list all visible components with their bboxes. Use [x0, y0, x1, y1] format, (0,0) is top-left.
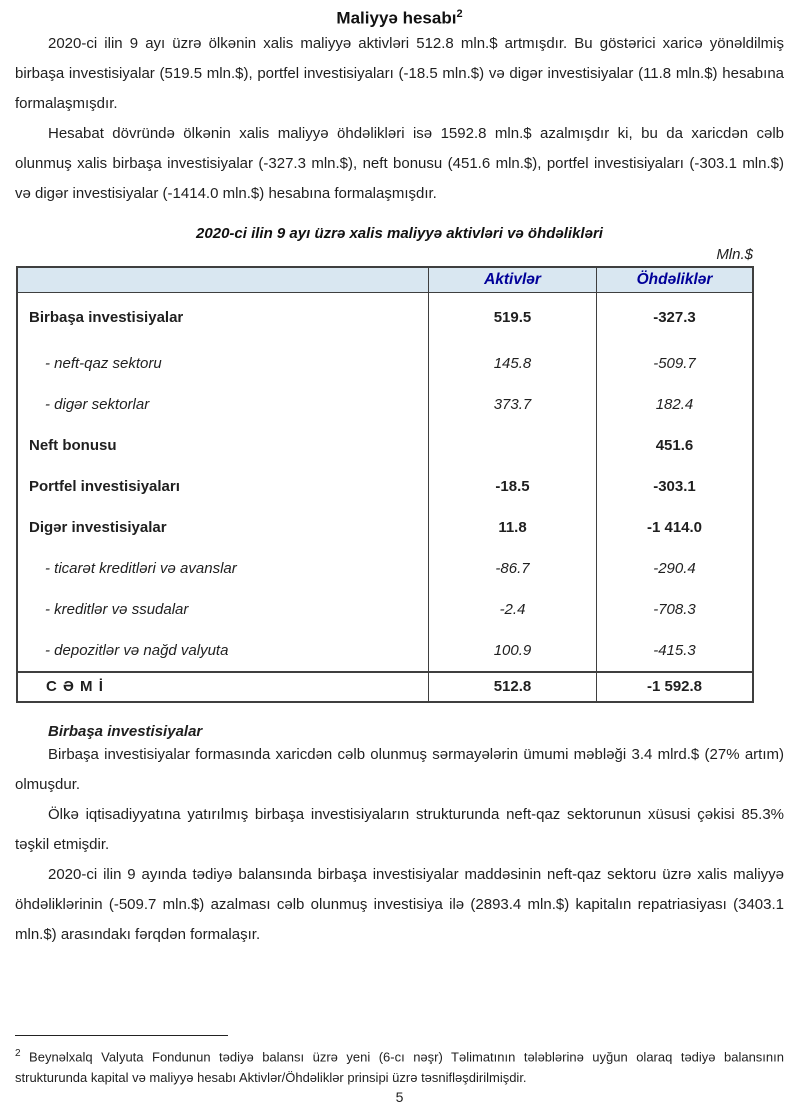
row-label: Portfel investisiyaları: [29, 477, 180, 495]
table-header-empty-cell: [18, 268, 428, 292]
table-row: [18, 589, 752, 630]
row-aktivler-value: -86.7: [428, 548, 596, 589]
row-ohdelikler-value: -303.1: [596, 466, 752, 507]
row-label: - neft-qaz sektoru: [45, 354, 162, 372]
row-label: - kreditlər və ssudalar: [45, 600, 189, 618]
table-row: [18, 466, 752, 507]
table-row: [18, 548, 752, 589]
row-label: Digər investisiyalar: [29, 518, 167, 536]
row-aktivler-value: -2.4: [428, 589, 596, 630]
row-aktivler-value: [428, 425, 596, 466]
intro-paragraph-2: Hesabat dövründə ölkənin xalis maliyyə öhdəlikləri isə 1592.8 mln.$ azalmışdır ki, bu da xaricdən cəlb olunmuş xalis birbaşa investisiyalar (-327.3 mln.$), neft bonusu (451.6 mln.$), portfel investisiyaları (-303.1 mln.$) və digər investisiyalar (-1414.0 mln.$) hesabına formalaşmışdır.: [15, 124, 784, 202]
section-paragraph-2: Ölkə iqtisadiyyatına yatırılmış birbaşa investisiyaların strukturunda neft-qaz sektorunun xüsusi çəkisi 85.3% təşkil etmişdir.: [15, 805, 784, 853]
footnote: [15, 1043, 784, 1088]
finance-table: [16, 266, 754, 703]
table-row: [18, 507, 752, 548]
row-ohdelikler-value: 451.6: [596, 425, 752, 466]
row-ohdelikler-value: -1 414.0: [596, 507, 752, 548]
row-aktivler-value: -18.5: [428, 466, 596, 507]
table-header-aktivler: Aktivlər: [428, 268, 596, 292]
row-label: - ticarət kreditləri və avanslar: [45, 559, 237, 577]
row-label: Neft bonusu: [29, 436, 117, 454]
footnote-separator: [15, 1035, 228, 1036]
row-label: - digər sektorlar: [45, 395, 150, 413]
table-row: [18, 343, 752, 384]
total-label: C Ə M İ: [46, 678, 104, 696]
total-ohdelikler-value: -1 592.8: [596, 673, 752, 701]
row-aktivler-value: 373.7: [428, 384, 596, 425]
row-label: - depozitlər və nağd valyuta: [45, 641, 229, 659]
row-aktivler-value: 145.8: [428, 343, 596, 384]
footnote-marker: 2: [15, 1047, 21, 1059]
table-unit-label: Mln.$: [716, 245, 753, 263]
row-ohdelikler-value: -509.7: [596, 343, 752, 384]
title-footnote-marker: 2: [456, 8, 463, 20]
table-header-ohdelikler: Öhdəliklər: [596, 268, 752, 292]
total-aktivler-value: 512.8: [428, 673, 596, 701]
section-paragraph-3: 2020-ci ilin 9 ayında tədiyə balansında birbaşa investisiyalar maddəsinin neft-qaz sektoru üzrə xalis maliyyə öhdəliklərinin (-509.7 mln.$) azalması cəlb olunmuş investisiya ilə (2893.4 mln.$) kapitalın repatriasiyası (3403.1 mln.$) arasındakı fərqdən formalaşır.: [15, 865, 784, 943]
page-number: 5: [395, 1089, 404, 1105]
row-label: Birbaşa investisiyalar: [29, 309, 184, 327]
table-caption: 2020-ci ilin 9 ayı üzrə xalis maliyyə aktivləri və öhdəlikləri: [196, 224, 603, 242]
intro-paragraph-1: 2020-ci ilin 9 ayı üzrə ölkənin xalis maliyyə aktivləri 512.8 mln.$ artmışdır. Bu göstərici xaricə yönəldilmiş birbaşa investisiyalar (519.5 mln.$), portfel investisiyaları (-18.5 mln.$) və digər investisiyalar (11.8 mln.$) hesabına formalaşmışdır.: [15, 34, 784, 112]
table-header-row: [18, 268, 752, 293]
table-row: [18, 630, 752, 671]
row-ohdelikler-value: -708.3: [596, 589, 752, 630]
page-title-text: Maliyyə hesabı: [336, 8, 457, 28]
row-ohdelikler-value: -327.3: [596, 293, 752, 343]
table-row: [18, 384, 752, 425]
section-paragraph-1: Birbaşa investisiyalar formasında xaricdən cəlb olunmuş sərmayələrin ümumi məbləği 3.4 mlrd.$ (27% artım) olmuşdur.: [15, 745, 784, 793]
table-row: [18, 425, 752, 466]
footnote-text: Beynəlxalq Valyuta Fondunun tədiyə balansı üzrə yeni (6-cı nəşr) Təlimatının tələblərinə uyğun olaraq tədiyə balansının strukturunda kapital və maliyyə hesabı Aktivlər/Öhdəliklər prinsipi üzrə təsnifləşdirilmişdir.: [15, 1049, 784, 1085]
row-aktivler-value: 519.5: [428, 293, 596, 343]
row-aktivler-value: 100.9: [428, 630, 596, 671]
row-aktivler-value: 11.8: [428, 507, 596, 548]
page-title: [15, 8, 784, 29]
footnote-area: [15, 1035, 784, 1105]
table-total-row: [18, 671, 752, 701]
row-ohdelikler-value: -415.3: [596, 630, 752, 671]
row-ohdelikler-value: -290.4: [596, 548, 752, 589]
table-row: [18, 293, 752, 343]
section-heading: Birbaşa investisiyalar: [48, 722, 203, 740]
row-ohdelikler-value: 182.4: [596, 384, 752, 425]
